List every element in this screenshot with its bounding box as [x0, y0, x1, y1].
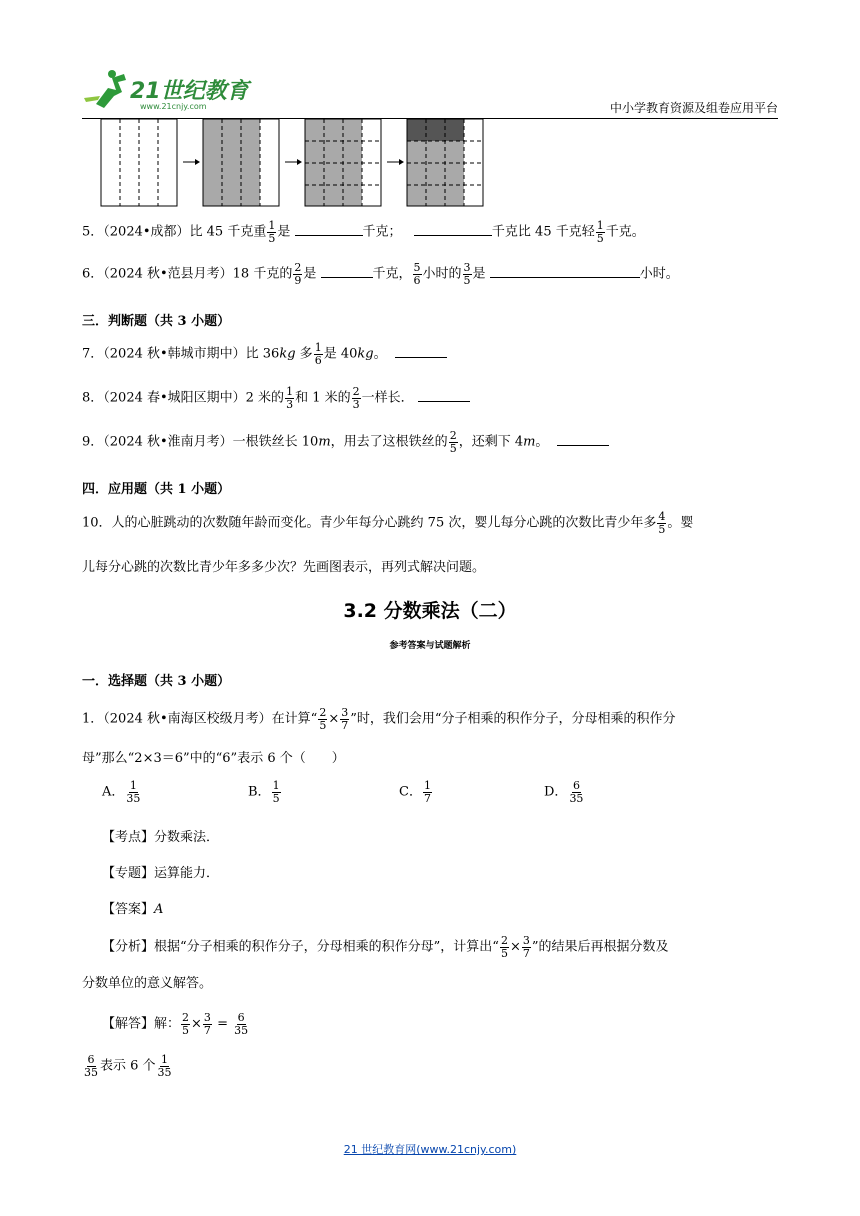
final-line: $\frac{6}{35}$ 表示 6 个 $\frac{1}{35}$	[84, 1053, 172, 1079]
question-7: 7．（2024 秋•韩城市期中）比 36kg 多 $\frac{1}{6}$ 是 40kg。	[82, 342, 447, 366]
section-heading-application: 四．应用题（共 1 小题）	[82, 482, 231, 497]
answer-blank[interactable]	[395, 345, 447, 358]
answer-1-question-line-2: 母”那么“2×3＝6”中的“6”表示 6 个（ ）	[82, 751, 345, 766]
question-10-line-2: 儿每分心跳的次数比青少年多多少次？先画图表示，再列式解决问题。	[82, 560, 486, 575]
answer-blank[interactable]	[321, 265, 373, 278]
kaodian: 【考点】分数乘法．	[102, 830, 220, 845]
platform-name: 中小学教育资源及组卷应用平台	[609, 101, 778, 115]
answer-1-question-line-1: 1．（2024 秋•南海区校级月考）在计算“ $\frac{2}{5}$ × $\frac{3}{7}$ ”时，我们会用“分子相乘的积作分子，分母相乘的积作分	[82, 706, 676, 732]
daan: 【答案】A	[102, 902, 164, 917]
page-subtitle: 参考答案与试题解析	[389, 641, 471, 651]
fraction-diagram	[100, 119, 490, 211]
fenxi-line-1: 【分析】根据“分子相乘的积作分子，分母相乘的积作分母”，计算出“ $\frac{2}{5}$ × $\frac{3}{7}$ ”的结果后再根据分数及	[102, 934, 669, 960]
footer-link[interactable]: 21 世纪教育网(www.21cnjy.com)	[343, 1143, 517, 1156]
option-a[interactable]: A． $\frac{1}{35}$	[102, 779, 141, 805]
question-6: 6．（2024 秋•范县月考）18 千克的 $\frac{2}{9}$ 是 千克， $\frac{5}{6}$ 小时的 $\frac{3}{5}$ 是 小时。	[82, 261, 679, 287]
question-9: 9．（2024 秋•淮南月考）一根铁丝长 10m，用去了这根铁丝的 $\frac{2}{5}$ ，还剩下 4m。	[82, 430, 609, 454]
logo-text: 21世纪教育	[130, 79, 249, 104]
question-5: 5．（2024•成都）比 45 千克重 $\frac{1}{5}$ 是 千克； 千克比 45 千克轻 $\frac{1}{5}$ 千克。	[82, 219, 645, 245]
answer-blank[interactable]	[557, 433, 609, 446]
option-b[interactable]: B． $\frac{1}{5}$	[248, 779, 280, 805]
page-title: 3.2 分数乘法（二）	[343, 600, 517, 622]
jieda: 【解答】解： $\frac{2}{5}$ × $\frac{3}{7}$ = $\frac{6}{35}$	[102, 1011, 249, 1037]
option-c[interactable]: C． $\frac{1}{7}$	[399, 779, 431, 805]
question-10-line-1: 10．人的心脏跳动的次数随年龄而变化。青少年每分心跳约 75 次，婴儿每分心跳的次数比青少年多 $\frac{4}{5}$ 。婴	[82, 510, 694, 536]
fenxi-line-2: 分数单位的意义解答。	[82, 976, 213, 991]
zhuanti: 【专题】运算能力．	[102, 866, 220, 881]
answer-blank[interactable]	[414, 223, 492, 236]
answer-blank[interactable]	[295, 223, 363, 236]
answer-blank[interactable]	[490, 265, 640, 278]
option-d[interactable]: D． $\frac{6}{35}$	[544, 779, 584, 805]
section-heading-choice: 一．选择题（共 3 小题）	[82, 674, 231, 689]
answer-blank[interactable]	[418, 389, 470, 402]
section-heading-judgement: 三．判断题（共 3 小题）	[82, 314, 231, 329]
question-8: 8．（2024 春•城阳区期中）2 米的 $\frac{1}{3}$ 和 1 米的 $\frac{2}{3}$ 一样长．	[82, 386, 470, 410]
logo-url: www.21cnjy.com	[140, 102, 207, 111]
